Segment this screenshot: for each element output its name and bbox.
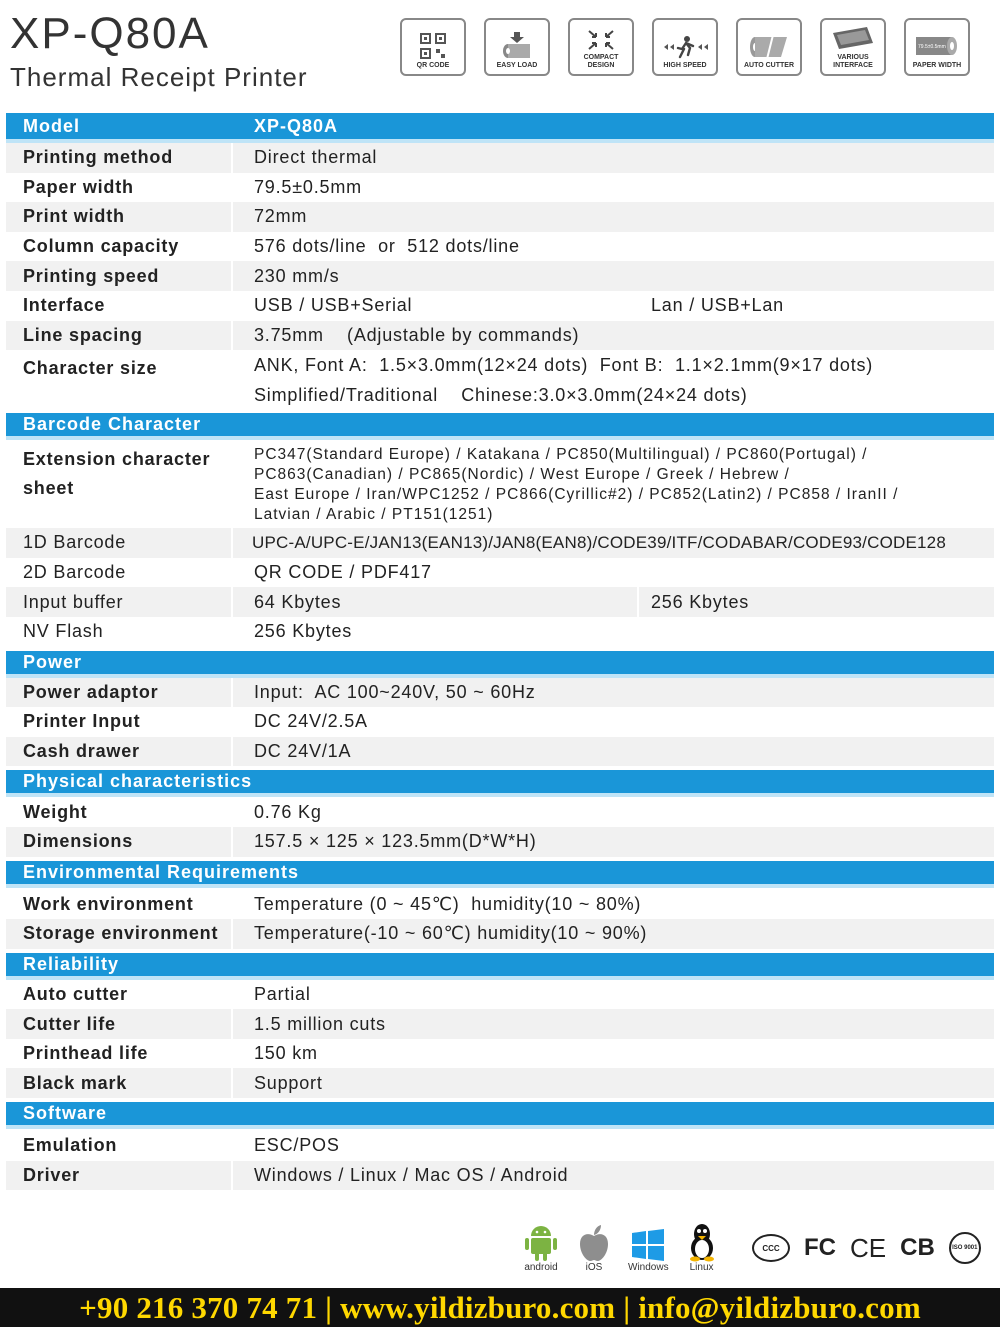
spec-row: Black mark Support <box>6 1068 994 1098</box>
feature-compact-design: COMPACT DESIGN <box>568 18 634 76</box>
feature-various-interface: VARIOUS INTERFACE <box>820 18 886 76</box>
qr-code-icon <box>420 33 446 59</box>
spec-row: Paper width 79.5±0.5mm <box>6 173 994 203</box>
spec-row: Interface USB / USB+Serial Lan / USB+Lan <box>6 291 994 321</box>
cutter-roll-icon <box>747 35 791 59</box>
spec-row-character-size: Character size ANK, Font A: 1.5×3.0mm(12×24 dots) Font B: 1.1×2.1mm(9×17 dots) Simplified/Traditional Chinese:3.0×3.0mm(24×24 dots) <box>6 350 994 409</box>
model-header-row <box>6 113 994 143</box>
apple-icon <box>578 1224 610 1262</box>
contact-banner: +90 216 370 74 71 | www.yildizburo.com | info@yildizburo.com <box>0 1288 1000 1327</box>
feature-icons <box>400 18 970 76</box>
section-header-barcode: Barcode Character <box>6 413 994 440</box>
spec-row: Input buffer 64 Kbytes 256 Kbytes <box>6 587 994 617</box>
linux-penguin-icon <box>687 1222 717 1262</box>
ce-mark-icon: CE <box>850 1232 887 1263</box>
section-header-environment: Environmental Requirements <box>6 861 994 888</box>
android-icon <box>522 1222 560 1262</box>
spec-row: Print width 72mm <box>6 202 994 232</box>
os-ios: iOS <box>578 1224 610 1273</box>
spec-row: Storage environment Temperature(-10 ~ 60℃) humidity(10 ~ 90%) <box>6 919 994 949</box>
fc-mark-icon: FC <box>804 1234 836 1261</box>
feature-qr-code: QR CODE <box>400 18 466 76</box>
model-value: XP-Q80A <box>254 115 339 136</box>
compact-arrows-icon <box>587 29 615 51</box>
section-header-software: Software <box>6 1102 994 1129</box>
product-subtitle: Thermal Receipt Printer <box>10 62 308 92</box>
spec-row: Cutter life 1.5 million cuts <box>6 1009 994 1039</box>
spec-row: Column capacity 576 dots/line or 512 dots/line <box>6 232 994 262</box>
windows-icon <box>631 1228 665 1262</box>
spec-row: Printing speed 230 mm/s <box>6 261 994 291</box>
os-linux: Linux <box>687 1222 717 1273</box>
spec-row: Printer Input DC 24V/2.5A <box>6 707 994 737</box>
spec-row: Power adaptor Input: AC 100~240V, 50 ~ 60Hz <box>6 678 994 708</box>
os-android: android <box>522 1222 560 1273</box>
svg-text:79.5±0.5mm: 79.5±0.5mm <box>918 44 946 50</box>
feature-easy-load: EASY LOAD <box>484 18 550 76</box>
section-header-physical: Physical characteristics <box>6 770 994 797</box>
os-support-icons <box>522 1222 735 1273</box>
spec-table <box>6 113 994 1190</box>
cb-mark-icon: CB <box>900 1234 935 1261</box>
spec-row: Weight 0.76 Kg <box>6 797 994 827</box>
spec-row: Printing method Direct thermal <box>6 143 994 173</box>
feature-auto-cutter: AUTO CUTTER <box>736 18 802 76</box>
spec-row: NV Flash 256 Kbytes <box>6 617 994 647</box>
spec-row: Line spacing 3.75mm (Adjustable by commands) <box>6 321 994 351</box>
iso-9001-icon: ISO 9001 <box>949 1232 981 1264</box>
paper-roll-load-icon <box>500 31 534 59</box>
spec-row: Auto cutter Partial <box>6 980 994 1010</box>
running-man-icon <box>662 35 708 59</box>
feature-high-speed: HIGH SPEED <box>652 18 718 76</box>
ccc-mark-icon: CCC <box>752 1234 790 1262</box>
product-title: XP-Q80A <box>10 9 210 58</box>
spec-row: Dimensions 157.5 × 125 × 123.5mm(D*W*H) <box>6 827 994 857</box>
spec-row: 2D Barcode QR CODE / PDF417 <box>6 558 994 588</box>
os-windows: Windows <box>628 1228 669 1273</box>
spec-row: 1D Barcode UPC-A/UPC-E/JAN13(EAN13)/JAN8(EAN8)/CODE39/ITF/CODABAR/CODE93/CODE128 <box>6 528 994 558</box>
paper-width-roll-icon <box>914 33 960 59</box>
model-label: Model <box>23 115 80 136</box>
certification-marks <box>752 1232 981 1264</box>
spec-row: Work environment Temperature (0 ~ 45℃) humidity(10 ~ 80%) <box>6 890 994 920</box>
spec-row: Cash drawer DC 24V/1A <box>6 737 994 767</box>
section-header-reliability: Reliability <box>6 953 994 980</box>
spec-row-extension: Extension character sheet PC347(Standard Europe) / Katakana / PC850(Multilingual) / PC860(Portugal) / PC863(Canadian) / PC865(Nordic) / West Europe / Greek / Hebrew / East Europe / Iran/WPC1252 / PC866(Cyrillic#2) / PC852(Latin2) / PC858 / IranII / Latvian / Arabic / PT151(1251) <box>6 442 994 528</box>
spec-row: Emulation ESC/POS <box>6 1131 994 1161</box>
spec-row: Driver Windows / Linux / Mac OS / Android <box>6 1161 994 1191</box>
interface-board-icon <box>831 25 875 51</box>
spec-row: Printhead life 150 km <box>6 1039 994 1069</box>
section-header-power: Power <box>6 651 994 678</box>
feature-paper-width: 79.5±0.5mm PAPER WIDTH <box>904 18 970 76</box>
